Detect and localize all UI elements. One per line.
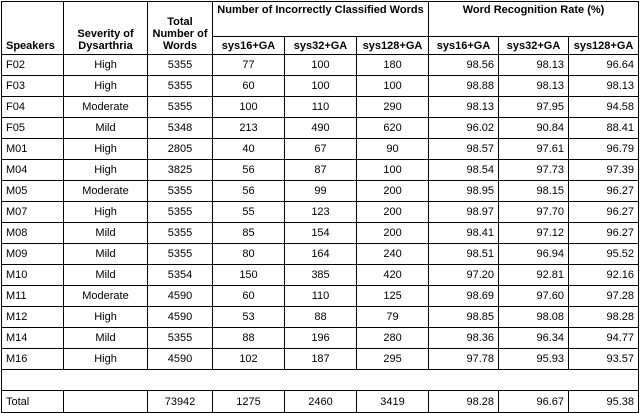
cell-total-words: 5355 (148, 55, 213, 76)
cell-inc-sys16: 80 (213, 244, 285, 265)
table-row (2, 202, 639, 223)
cell-rate-sys32: 96.94 (499, 244, 569, 265)
cell-rate-sys32: 92.81 (499, 265, 569, 286)
cell-inc-sys16: 53 (213, 307, 285, 328)
cell-total-words: 5355 (148, 244, 213, 265)
cell-rate-sys128: 94.58 (569, 97, 639, 118)
header-inc-sys128: sys128+GA (357, 37, 429, 55)
cell-rate-sys16: 98.36 (429, 328, 499, 349)
total-row (2, 391, 639, 413)
table-row (2, 160, 639, 181)
cell-total-words: 4590 (148, 307, 213, 328)
cell-inc-sys16: 56 (213, 181, 285, 202)
cell-total-words: 4590 (148, 349, 213, 370)
cell-inc-sys16: 60 (213, 76, 285, 97)
cell-inc-sys16: 213 (213, 118, 285, 139)
cell-rate-sys16: 98.13 (429, 97, 499, 118)
cell-severity: Mild (64, 328, 148, 349)
cell-severity: High (64, 202, 148, 223)
cell-speaker: M07 (2, 202, 64, 223)
cell-inc-sys128: 280 (357, 328, 429, 349)
cell-rate-sys32: 98.13 (499, 55, 569, 76)
total-rate-sys128: 95.38 (569, 391, 639, 413)
cell-speaker: M10 (2, 265, 64, 286)
cell-rate-sys16: 98.54 (429, 160, 499, 181)
cell-inc-sys32: 110 (285, 286, 357, 307)
cell-inc-sys128: 125 (357, 286, 429, 307)
cell-rate-sys32: 97.95 (499, 97, 569, 118)
cell-inc-sys32: 100 (285, 76, 357, 97)
cell-inc-sys16: 40 (213, 139, 285, 160)
cell-rate-sys128: 97.39 (569, 160, 639, 181)
cell-inc-sys32: 154 (285, 223, 357, 244)
cell-rate-sys128: 95.52 (569, 244, 639, 265)
cell-rate-sys16: 98.88 (429, 76, 499, 97)
spacer-cell (2, 370, 639, 391)
cell-rate-sys32: 95.93 (499, 349, 569, 370)
cell-speaker: F03 (2, 76, 64, 97)
cell-inc-sys32: 67 (285, 139, 357, 160)
cell-rate-sys16: 98.69 (429, 286, 499, 307)
header-total-words: Total Number of Words (148, 2, 213, 55)
table-row (2, 223, 639, 244)
cell-total-words: 5355 (148, 202, 213, 223)
table-row (2, 286, 639, 307)
results-table (1, 1, 639, 413)
cell-inc-sys128: 420 (357, 265, 429, 286)
total-severity (64, 391, 148, 413)
cell-inc-sys16: 77 (213, 55, 285, 76)
header-severity: Severity of Dysarthria (64, 2, 148, 55)
cell-severity: High (64, 139, 148, 160)
table-body (2, 55, 639, 413)
cell-inc-sys128: 100 (357, 160, 429, 181)
cell-rate-sys16: 98.57 (429, 139, 499, 160)
header-rate-sys16: sys16+GA (429, 37, 499, 55)
cell-rate-sys32: 97.73 (499, 160, 569, 181)
cell-severity: Mild (64, 265, 148, 286)
cell-severity: Moderate (64, 286, 148, 307)
cell-rate-sys128: 88.41 (569, 118, 639, 139)
cell-severity: Moderate (64, 181, 148, 202)
cell-inc-sys128: 240 (357, 244, 429, 265)
table-row (2, 328, 639, 349)
table-row (2, 181, 639, 202)
cell-rate-sys16: 97.20 (429, 265, 499, 286)
header-rate-sys32: sys32+GA (499, 37, 569, 55)
header-inc-sys32: sys32+GA (285, 37, 357, 55)
cell-rate-sys128: 93.57 (569, 349, 639, 370)
table-row (2, 139, 639, 160)
cell-inc-sys16: 55 (213, 202, 285, 223)
table-row (2, 307, 639, 328)
cell-inc-sys128: 90 (357, 139, 429, 160)
cell-rate-sys32: 98.15 (499, 181, 569, 202)
cell-rate-sys16: 96.02 (429, 118, 499, 139)
cell-rate-sys128: 98.13 (569, 76, 639, 97)
cell-total-words: 5355 (148, 223, 213, 244)
cell-total-words: 5355 (148, 328, 213, 349)
header-rate-sys128: sys128+GA (569, 37, 639, 55)
cell-inc-sys16: 150 (213, 265, 285, 286)
table-header (2, 2, 639, 55)
cell-rate-sys32: 97.60 (499, 286, 569, 307)
cell-inc-sys16: 88 (213, 328, 285, 349)
cell-inc-sys16: 85 (213, 223, 285, 244)
cell-inc-sys128: 180 (357, 55, 429, 76)
cell-rate-sys128: 92.16 (569, 265, 639, 286)
cell-total-words: 5355 (148, 76, 213, 97)
cell-inc-sys128: 200 (357, 223, 429, 244)
cell-inc-sys16: 100 (213, 97, 285, 118)
cell-speaker: F04 (2, 97, 64, 118)
cell-rate-sys128: 96.27 (569, 202, 639, 223)
cell-inc-sys32: 110 (285, 97, 357, 118)
cell-inc-sys128: 79 (357, 307, 429, 328)
cell-total-words: 5354 (148, 265, 213, 286)
cell-inc-sys128: 620 (357, 118, 429, 139)
cell-rate-sys16: 98.41 (429, 223, 499, 244)
cell-rate-sys32: 98.08 (499, 307, 569, 328)
cell-severity: High (64, 307, 148, 328)
cell-speaker: M01 (2, 139, 64, 160)
cell-speaker: F05 (2, 118, 64, 139)
cell-total-words: 5348 (148, 118, 213, 139)
cell-rate-sys16: 97.78 (429, 349, 499, 370)
cell-rate-sys16: 98.56 (429, 55, 499, 76)
cell-inc-sys32: 385 (285, 265, 357, 286)
cell-rate-sys32: 90.84 (499, 118, 569, 139)
cell-inc-sys32: 123 (285, 202, 357, 223)
cell-inc-sys16: 102 (213, 349, 285, 370)
cell-inc-sys32: 490 (285, 118, 357, 139)
cell-speaker: M11 (2, 286, 64, 307)
cell-speaker: M09 (2, 244, 64, 265)
cell-inc-sys32: 187 (285, 349, 357, 370)
total-inc-sys32: 2460 (285, 391, 357, 413)
total-rate-sys16: 98.28 (429, 391, 499, 413)
cell-rate-sys16: 98.51 (429, 244, 499, 265)
cell-severity: High (64, 55, 148, 76)
cell-speaker: F02 (2, 55, 64, 76)
cell-inc-sys128: 200 (357, 202, 429, 223)
cell-rate-sys16: 98.97 (429, 202, 499, 223)
header-incorrect-group: Number of Incorrectly Classified Words (213, 2, 429, 37)
cell-rate-sys128: 97.28 (569, 286, 639, 307)
cell-severity: Mild (64, 244, 148, 265)
cell-inc-sys32: 88 (285, 307, 357, 328)
cell-inc-sys32: 99 (285, 181, 357, 202)
header-inc-sys16: sys16+GA (213, 37, 285, 55)
table-row (2, 76, 639, 97)
cell-total-words: 5355 (148, 97, 213, 118)
cell-inc-sys128: 100 (357, 76, 429, 97)
cell-severity: High (64, 349, 148, 370)
table-row (2, 55, 639, 76)
cell-severity: Moderate (64, 97, 148, 118)
cell-severity: High (64, 160, 148, 181)
cell-inc-sys32: 164 (285, 244, 357, 265)
table-row (2, 265, 639, 286)
cell-rate-sys16: 98.95 (429, 181, 499, 202)
total-rate-sys32: 96.67 (499, 391, 569, 413)
cell-severity: Mild (64, 118, 148, 139)
header-rate-group: Word Recognition Rate (%) (429, 2, 639, 37)
cell-total-words: 5355 (148, 181, 213, 202)
cell-speaker: M08 (2, 223, 64, 244)
cell-speaker: M16 (2, 349, 64, 370)
total-words: 73942 (148, 391, 213, 413)
table-row (2, 118, 639, 139)
cell-severity: Mild (64, 223, 148, 244)
cell-rate-sys128: 96.27 (569, 223, 639, 244)
table-row (2, 349, 639, 370)
table-row (2, 244, 639, 265)
cell-total-words: 4590 (148, 286, 213, 307)
cell-rate-sys16: 98.85 (429, 307, 499, 328)
cell-inc-sys128: 200 (357, 181, 429, 202)
cell-rate-sys32: 97.61 (499, 139, 569, 160)
cell-inc-sys128: 290 (357, 97, 429, 118)
cell-inc-sys32: 87 (285, 160, 357, 181)
cell-inc-sys32: 100 (285, 55, 357, 76)
cell-inc-sys16: 56 (213, 160, 285, 181)
total-inc-sys16: 1275 (213, 391, 285, 413)
total-inc-sys128: 3419 (357, 391, 429, 413)
header-speakers: Speakers (2, 2, 64, 55)
cell-rate-sys128: 96.64 (569, 55, 639, 76)
cell-rate-sys32: 97.70 (499, 202, 569, 223)
spacer-row (2, 370, 639, 391)
cell-inc-sys16: 60 (213, 286, 285, 307)
cell-rate-sys128: 94.77 (569, 328, 639, 349)
cell-rate-sys128: 98.28 (569, 307, 639, 328)
table-row (2, 97, 639, 118)
cell-total-words: 2805 (148, 139, 213, 160)
cell-rate-sys32: 96.34 (499, 328, 569, 349)
cell-inc-sys32: 196 (285, 328, 357, 349)
cell-rate-sys32: 97.12 (499, 223, 569, 244)
cell-speaker: M04 (2, 160, 64, 181)
cell-speaker: M05 (2, 181, 64, 202)
cell-rate-sys32: 98.13 (499, 76, 569, 97)
total-label: Total (2, 391, 64, 413)
cell-severity: High (64, 76, 148, 97)
cell-inc-sys128: 295 (357, 349, 429, 370)
cell-rate-sys128: 96.27 (569, 181, 639, 202)
cell-speaker: M14 (2, 328, 64, 349)
cell-rate-sys128: 96.79 (569, 139, 639, 160)
cell-speaker: M12 (2, 307, 64, 328)
cell-total-words: 3825 (148, 160, 213, 181)
